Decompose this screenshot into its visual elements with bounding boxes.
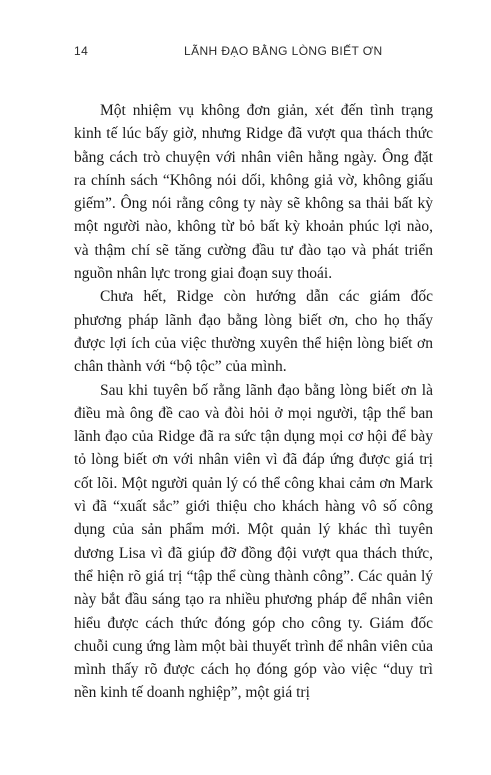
page-header <box>74 44 433 60</box>
paragraph: Một nhiệm vụ không đơn giản, xét đến tình trạng kinh tế lúc bấy giờ, nhưng Ridge đã vượt qua thách thức bằng cách trò chuyện với nhân viên hằng ngày. Ông đặt ra chính sách “Không nói dối, không giả vờ, không giấu giếm”. Ông nói rằng công ty này sẽ không sa thải bất kỳ một người nào, không từ bỏ bất kỳ khoản phúc lợi nào, và thậm chí sẽ tăng cường đầu tư đào tạo và phát triển nguồn nhân lực trong giai đoạn suy thoái. <box>74 102 433 283</box>
running-title: LÃNH ĐẠO BẰNG LÒNG BIẾT ƠN <box>184 44 383 58</box>
paragraph: Sau khi tuyên bố rằng lãnh đạo bằng lòng biết ơn là điều mà ông đề cao và đòi hỏi ở mọi người, tập thể ban lãnh đạo của Ridge đã ra sức tận dụng mọi cơ hội để bày tỏ lòng biết ơn với nhân viên vì đã đáp ứng được giá trị cốt lõi. Một người quản lý có thể công khai cảm ơn Mark vì đã “xuất sắc” giới thiệu cho khách hàng vô số công dụng của sản phẩm mới. Một quản lý khác thì tuyên dương Lisa vì đã giúp đỡ đồng đội vượt qua thách thức, thể hiện rõ giá trị “tập thể cùng thành công”. Các quản lý này bắt đầu sáng tạo ra nhiều phương pháp để nhân viên hiểu được cách thức đóng góp cho công ty. Giám đốc chuỗi cung ứng làm một bài thuyết trình để nhân viên của mình thấy rõ được cách họ đóng góp vào việc “duy trì nền kinh tế doanh nghiệp”, một giá trị <box>74 381 433 702</box>
paragraph: Chưa hết, Ridge còn hướng dẫn các giám đốc phương pháp lãnh đạo bằng lòng biết ơn, cho họ thấy được lợi ích của việc thường xuyên thể hiện lòng biết ơn chân thành với “bộ tộc” của mình. <box>74 288 433 376</box>
body-text <box>74 99 433 705</box>
page-number: 14 <box>74 44 89 58</box>
